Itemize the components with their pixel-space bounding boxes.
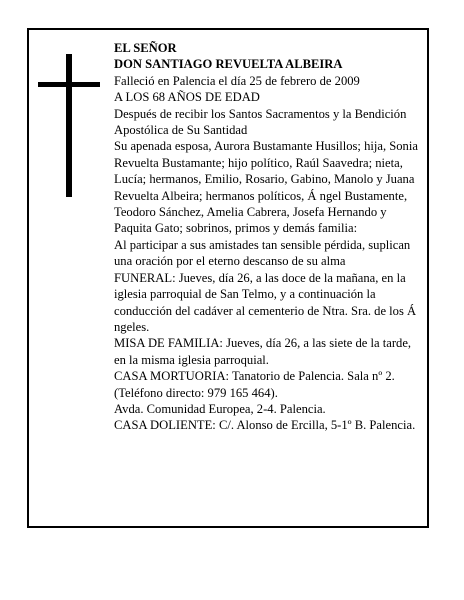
- cross-icon: [66, 54, 72, 197]
- mourning-house-info: CASA DOLIENTE: C/. Alonso de Ercilla, 5-1º B. Palencia.: [114, 418, 416, 433]
- death-line: Falleció en Palencia el día 25 de febrero de 2009: [114, 73, 360, 88]
- family-list: Su apenada esposa, Aurora Bustamante Husillos; hija, Sonia Revuelta Bustamante; hijo político, Raúl Saavedra; nieta, Lucía; hermanos, Emilio, Rosario, Gabino, Manolo y Juana Revuelta Albeira; hermanos políticos, Á ngel Bustamente, Teodoro Sánchez, Amelia Cabrera, Josefa Hernando y Paquita Gato; sobrinos, primos y demás familia:: [114, 139, 418, 236]
- family-mass-info: MISA DE FAMILIA: Jueves, día 26, a las siete de la tarde, en la misma iglesia parroquial.: [114, 336, 412, 367]
- sacraments-line: Después de recibir los Santos Sacramentos y la Bendición Apostólica de Su Santidad: [114, 106, 407, 138]
- deceased-name: DON SANTIAGO REVUELTA ALBEIRA: [114, 57, 343, 72]
- mortuary-info: CASA MORTUORIA: Tanatorio de Palencia. Sala nº 2. (Teléfono directo: 979 165 464).: [114, 369, 395, 400]
- notice-heading: EL SEÑOR: [114, 41, 177, 55]
- cross-icon-bar: [38, 82, 100, 87]
- funeral-info: FUNERAL: Jueves, día 26, a las doce de la mañana, en la iglesia parroquial de San Telmo, y a continuación la conducción del cadáver al cementerio de Ntra. Sra. de los Á ngeles.: [114, 270, 417, 334]
- address-line: Avda. Comunidad Europea, 2-4. Palencia.: [114, 401, 326, 416]
- age-line: A LOS 68 AÑOS DE EDAD: [114, 90, 260, 105]
- prayer-request: Al participar a sus amistades tan sensible pérdida, suplican una oración por el eterno descanso de su alma: [114, 237, 411, 269]
- obituary-text: [114, 40, 419, 434]
